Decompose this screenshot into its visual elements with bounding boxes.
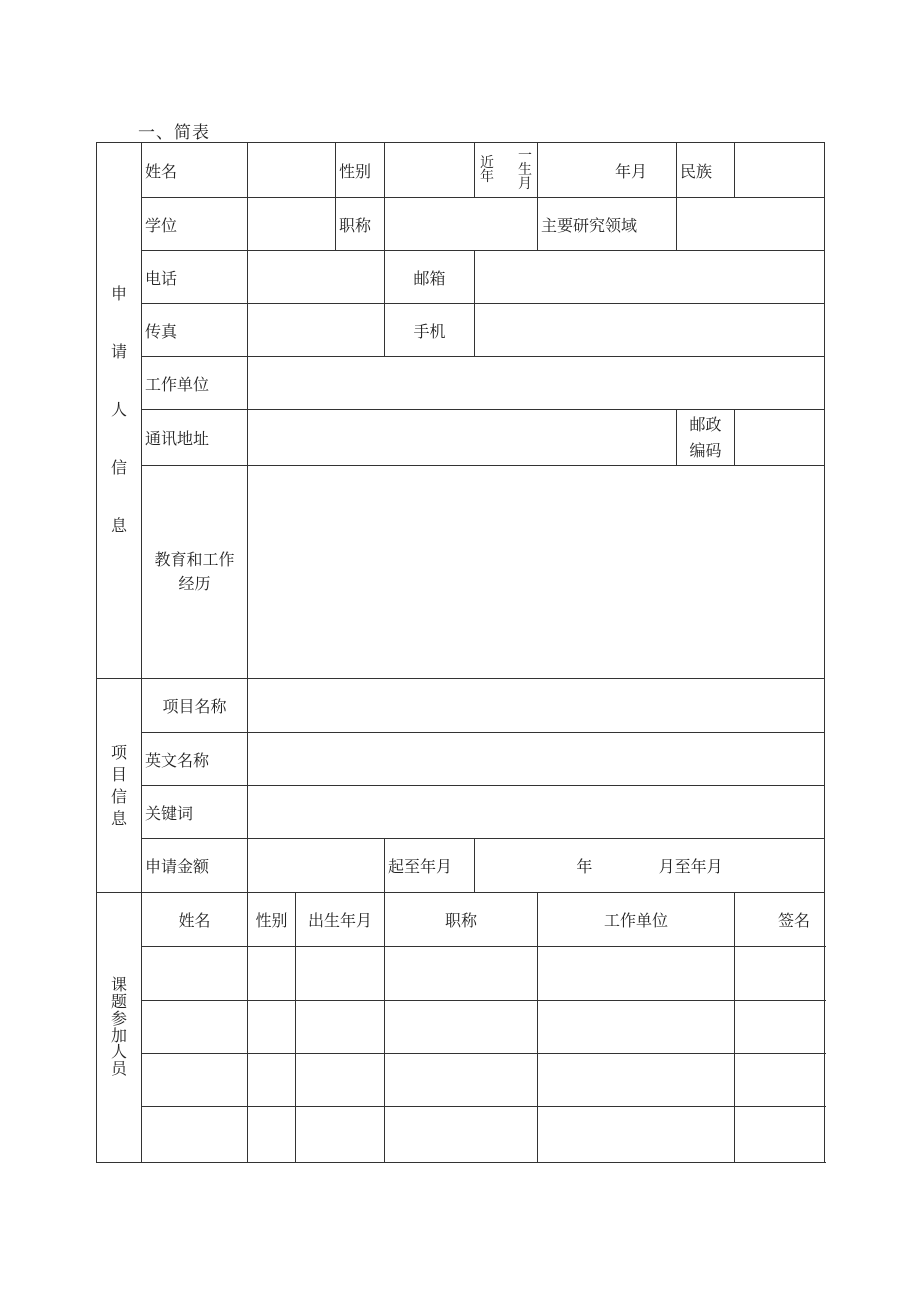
member-birth-cell[interactable] xyxy=(296,1106,385,1162)
label-ethnicity: 民族 xyxy=(677,143,735,198)
label-address: 通讯地址 xyxy=(142,410,248,465)
members-header-birth: 出生年月 xyxy=(296,893,385,947)
education-history-field[interactable] xyxy=(248,465,825,678)
fax-field[interactable] xyxy=(248,304,385,357)
label-gender: 性别 xyxy=(336,143,385,198)
section-project-info: 项 目 信 息 xyxy=(97,678,142,892)
work-unit-field[interactable] xyxy=(248,357,825,410)
table-row xyxy=(97,947,825,1000)
label-amount: 申请金额 xyxy=(142,839,248,893)
gender-field[interactable] xyxy=(385,143,475,198)
keywords-field[interactable] xyxy=(248,786,825,839)
title-field[interactable] xyxy=(385,198,538,251)
phone-field[interactable] xyxy=(248,251,385,304)
period-field[interactable]: 年 月至年月 xyxy=(475,839,825,893)
table-row xyxy=(97,1053,825,1106)
member-work-unit-cell[interactable] xyxy=(538,1106,735,1162)
member-work-unit-cell[interactable] xyxy=(538,1000,735,1053)
member-name-cell[interactable] xyxy=(142,1000,248,1053)
members-header-signature: 签名 xyxy=(735,893,825,947)
table-row xyxy=(97,1106,825,1162)
label-research-field: 主要研究领域 xyxy=(538,198,677,251)
label-name: 姓名 xyxy=(142,143,248,198)
label-birth-date: 近 年 一 生 月 xyxy=(475,143,538,198)
english-name-field[interactable] xyxy=(248,733,825,786)
member-title-cell[interactable] xyxy=(385,1053,538,1106)
member-gender-cell[interactable] xyxy=(248,947,296,1000)
member-title-cell[interactable] xyxy=(385,947,538,1000)
section-applicant-info: 申 请 人 信 息 xyxy=(97,143,142,679)
label-title: 职称 xyxy=(336,198,385,251)
page-heading: 一、简表 xyxy=(138,123,210,143)
members-header-name: 姓名 xyxy=(142,893,248,947)
label-fax: 传真 xyxy=(142,304,248,357)
birth-date-field[interactable]: 年月 xyxy=(538,143,677,198)
member-signature-cell[interactable] xyxy=(735,947,825,1000)
label-english-name: 英文名称 xyxy=(142,733,248,786)
project-name-field[interactable] xyxy=(248,678,825,732)
label-degree: 学位 xyxy=(142,198,248,251)
address-field[interactable] xyxy=(248,410,677,465)
member-title-cell[interactable] xyxy=(385,1106,538,1162)
member-signature-cell[interactable] xyxy=(735,1106,825,1162)
members-header-work-unit: 工作单位 xyxy=(538,893,735,947)
member-work-unit-cell[interactable] xyxy=(538,1053,735,1106)
member-name-cell[interactable] xyxy=(142,947,248,1000)
research-field-field[interactable] xyxy=(677,198,825,251)
member-name-cell[interactable] xyxy=(142,1106,248,1162)
member-work-unit-cell[interactable] xyxy=(538,947,735,1000)
label-period: 起至年月 xyxy=(385,839,475,893)
member-gender-cell[interactable] xyxy=(248,1053,296,1106)
member-signature-cell[interactable] xyxy=(735,1053,825,1106)
member-name-cell[interactable] xyxy=(142,1053,248,1106)
member-birth-cell[interactable] xyxy=(296,1000,385,1053)
label-work-unit: 工作单位 xyxy=(142,357,248,410)
ethnicity-field[interactable] xyxy=(735,143,825,198)
members-header-gender: 性别 xyxy=(248,893,296,947)
label-project-name: 项目名称 xyxy=(142,678,248,732)
label-postcode: 邮政 编码 xyxy=(677,410,735,465)
member-birth-cell[interactable] xyxy=(296,947,385,1000)
postcode-field[interactable] xyxy=(735,410,825,465)
mobile-field[interactable] xyxy=(475,304,825,357)
member-title-cell[interactable] xyxy=(385,1000,538,1053)
name-field[interactable] xyxy=(248,143,336,198)
member-gender-cell[interactable] xyxy=(248,1000,296,1053)
label-email: 邮箱 xyxy=(385,251,475,304)
label-keywords: 关键词 xyxy=(142,786,248,839)
application-form-table xyxy=(96,142,825,1163)
member-signature-cell[interactable] xyxy=(735,1000,825,1053)
email-field[interactable] xyxy=(475,251,825,304)
amount-field[interactable] xyxy=(248,839,385,893)
degree-field[interactable] xyxy=(248,198,336,251)
label-phone: 电话 xyxy=(142,251,248,304)
table-row xyxy=(97,1000,825,1053)
label-education-history: 教育和工作 经历 xyxy=(142,465,248,678)
label-mobile: 手机 xyxy=(385,304,475,357)
members-header-title: 职称 xyxy=(385,893,538,947)
member-gender-cell[interactable] xyxy=(248,1106,296,1162)
section-members: 课 题 参 加 人 员 xyxy=(97,893,142,1163)
member-birth-cell[interactable] xyxy=(296,1053,385,1106)
